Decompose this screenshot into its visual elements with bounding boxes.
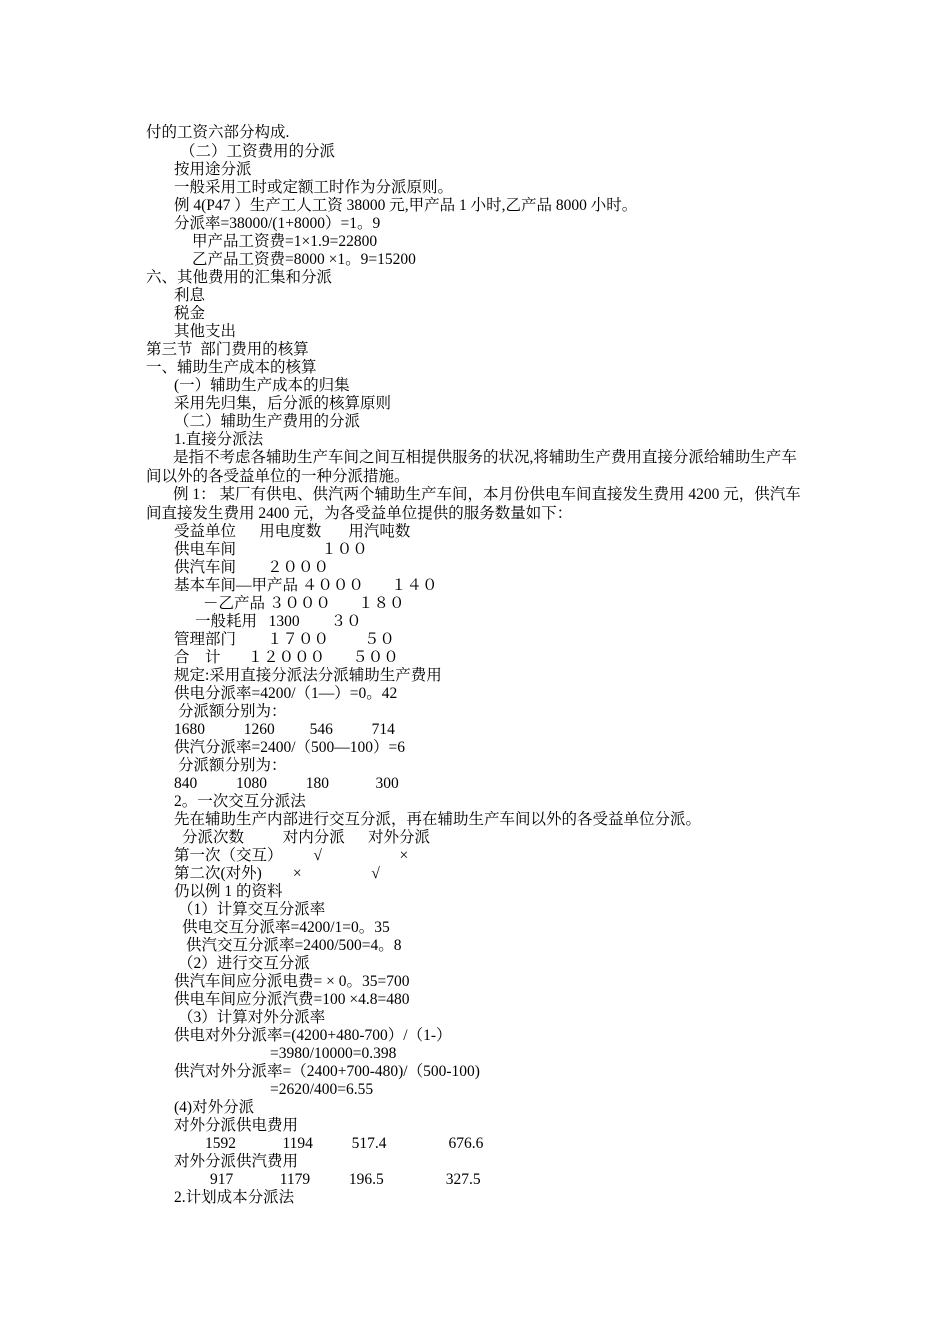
section-heading: 第三节 部门费用的核算 bbox=[146, 341, 309, 358]
text-line: 其他支出 bbox=[174, 323, 237, 340]
section-heading: （3）计算对外分派率 bbox=[178, 1009, 326, 1026]
table-header: 分派次数 对内分派 对外分派 bbox=[182, 829, 431, 846]
section-heading: 2.计划成本分派法 bbox=[174, 1189, 295, 1206]
table-header: 受益单位 用电度数 用汽吨数 bbox=[174, 523, 411, 540]
section-heading: （1）计算交互分派率 bbox=[178, 901, 326, 918]
formula-line: 供汽分派率=2400/（500—100）=6 bbox=[174, 739, 406, 756]
section-heading: 2。一次交互分派法 bbox=[174, 793, 306, 810]
text-line: 一般采用工时或定额工时作为分派原则。 bbox=[174, 179, 454, 196]
table-row: 第一次（交互） √ × bbox=[174, 847, 409, 864]
section-heading: 1.直接分派法 bbox=[174, 431, 264, 448]
formula-line: 供电车间应分派汽费=100 ×4.8=480 bbox=[174, 991, 410, 1008]
text-line: 按用途分派 bbox=[174, 161, 252, 178]
number-row: 1592 1194 517.4 676.6 bbox=[205, 1135, 484, 1152]
section-heading: （2）进行交互分派 bbox=[178, 955, 310, 972]
formula-line: 分派率=38000/(1+8000）=1。9 bbox=[174, 215, 381, 232]
number-row: 917 1179 196.5 327.5 bbox=[210, 1171, 481, 1188]
text-line: 对外分派供电费用 bbox=[174, 1117, 299, 1134]
section-heading: （二）工资费用的分派 bbox=[180, 143, 336, 160]
text-line: 税金 bbox=[174, 305, 206, 322]
formula-line: 供汽交互分派率=2400/500=4。8 bbox=[186, 937, 402, 954]
text-line: 对外分派供汽费用 bbox=[174, 1153, 299, 1170]
text-line: 例 4(P47 ）生产工人工资 38000 元,甲产品 1 小时,乙产品 8000 小时。 bbox=[174, 197, 638, 214]
formula-line: 供电分派率=4200/（1—）=0。42 bbox=[174, 685, 398, 702]
text-line: 分派额分别为： bbox=[178, 757, 287, 774]
text-line: 仍以例 1 的资料 bbox=[174, 883, 283, 900]
formula-line: =2620/400=6.55 bbox=[270, 1081, 374, 1098]
paragraph: 是指不考虑各辅助生产车间之间互相提供服务的状况,将辅助生产费用直接分派给辅助生产车间以外的各受益单位的一种分派措施。 bbox=[146, 449, 797, 485]
section-heading: （二）辅助生产费用的分派 bbox=[174, 413, 361, 430]
number-row: 1680 1260 546 714 bbox=[174, 721, 395, 738]
formula-line: 甲产品工资费=1×1.9=22800 bbox=[192, 233, 378, 250]
table-row: 供电车间 １００ bbox=[174, 541, 368, 558]
text-line: 付的工资六部分构成. bbox=[146, 124, 290, 141]
table-row: 基本车间—甲产品 ４０００ １４０ bbox=[174, 577, 438, 594]
table-row: 一般耗用 1300 ３０ bbox=[195, 613, 362, 630]
text-line: 先在辅助生产内部进行交互分派，再在辅助生产车间以外的各受益单位分派。 bbox=[174, 811, 702, 828]
text-line: 采用先归集，后分派的核算原则 bbox=[174, 395, 392, 412]
formula-line: 供汽对外分派率=（2400+700-480)/（500-100) bbox=[174, 1063, 480, 1080]
formula-line: 乙产品工资费=8000 ×1。9=15200 bbox=[192, 251, 416, 268]
text-line: 规定:采用直接分派法分派辅助生产费用 bbox=[174, 667, 442, 684]
paragraph: 例 1： 某厂有供电、供汽两个辅助生产车间，本月份供电车间直接发生费用 4200 元，供汽车间直接发生费用 2400 元，为各受益单位提供的服务数量如下： bbox=[146, 486, 801, 522]
section-heading: 六、其他费用的汇集和分派 bbox=[146, 269, 333, 286]
table-row: 合 计 １２０００ ５００ bbox=[174, 649, 399, 666]
section-heading: (4)对外分派 bbox=[174, 1099, 255, 1116]
formula-line: 供电对外分派率=(4200+480-700）/（1-） bbox=[174, 1027, 452, 1044]
table-row: 第二次(对外) × √ bbox=[174, 865, 380, 882]
table-row: －乙产品 ３０００ １８０ bbox=[203, 595, 405, 612]
formula-line: 供电交互分派率=4200/1=0。35 bbox=[182, 919, 390, 936]
text-line: 利息 bbox=[174, 287, 206, 304]
formula-line: =3980/10000=0.398 bbox=[270, 1045, 397, 1062]
table-row: 管理部门 １７００ ５０ bbox=[174, 631, 395, 648]
text-line: 分派额分别为： bbox=[178, 703, 287, 720]
table-row: 供汽车间 ２０００ bbox=[174, 559, 330, 576]
section-heading: (一）辅助生产成本的归集 bbox=[174, 377, 350, 394]
number-row: 840 1080 180 300 bbox=[174, 775, 399, 792]
section-heading: 一、辅助生产成本的核算 bbox=[146, 359, 317, 376]
formula-line: 供汽车间应分派电费= × 0。35=700 bbox=[174, 973, 410, 990]
